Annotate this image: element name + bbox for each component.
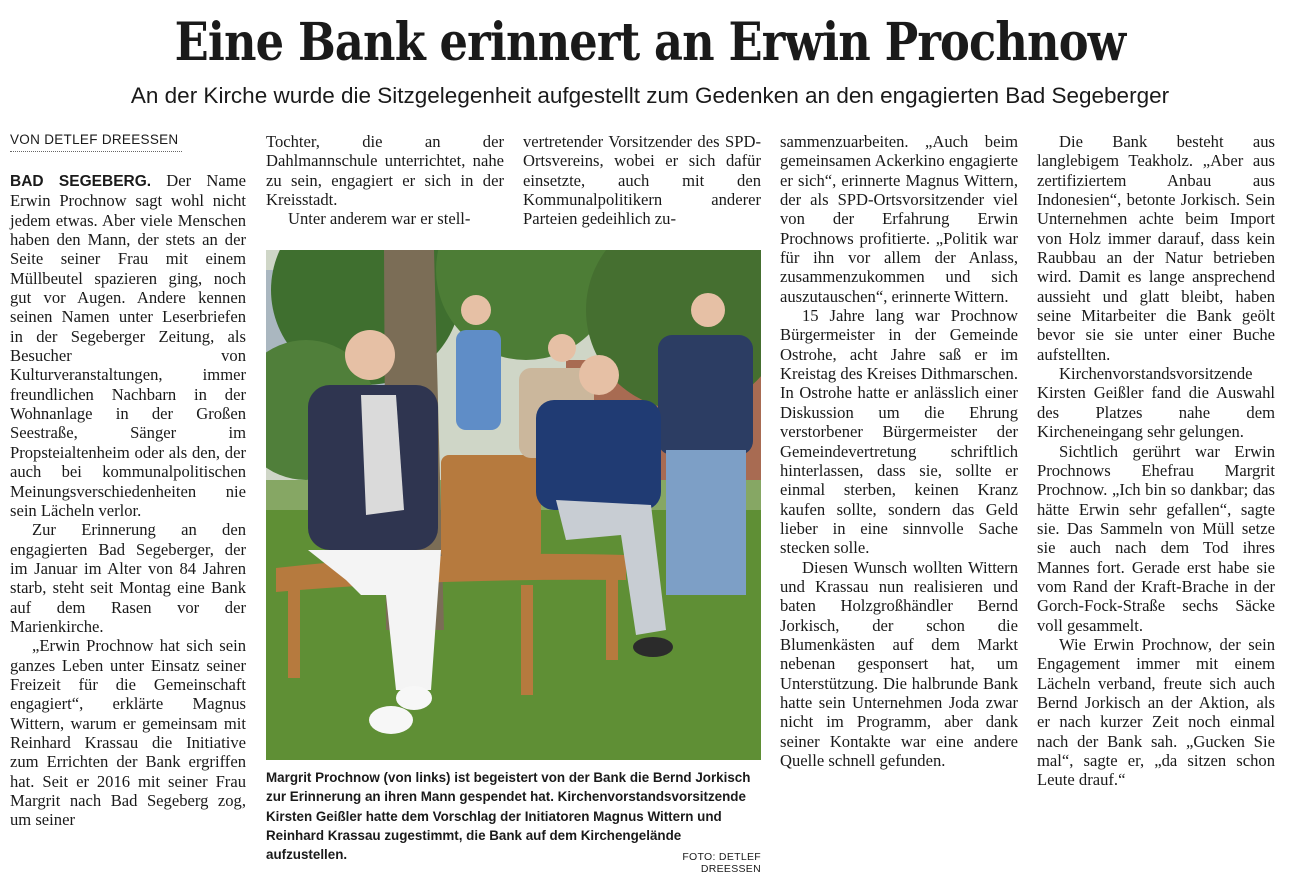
- paragraph: Diesen Wunsch wollten Wittern und Krassau nun realisieren und baten Holzgroßhändler Bernd Jorkisch, der schon die Blumenkästen auf dem Markt nebenan gesponsert hat, um Unterstützung. Die halbrunde Bank hatte sein Unternehmen Joda zwar nicht im Programm, aber dank seiner Kontakte war eine andere Quelle schnell gefunden.: [780, 557, 1018, 770]
- article-column-4: [780, 132, 1018, 770]
- paragraph: Sichtlich gerührt war Erwin Prochnows Ehefrau Margrit Prochnow. „Ich bin so dankbar; das hätte Erwin sehr gefallen“, sagte sie. Das Sammeln von Müll setze sie auch nach dem Tod ihres Mannes fort. Gerade erst habe sie vom Rand der Kraft-Brache in der Gorch-Fock-Straße sechs Säcke voll gesammelt.: [1037, 441, 1275, 635]
- photo-caption: Margrit Prochnow (von links) ist begeistert von der Bank die Bernd Jorkisch zur Erinnerung an ihren Mann gespendet hat. Kirchenvorstandsvorsitzende Kirsten Geißler hatte dem Vorschlag der Initiatoren Magnus Wittern und Reinhard Krassau zugestimmt, die Bank auf dem Kirchengelände aufzustellen.: [266, 770, 751, 863]
- paragraph: Kirchenvorstandsvorsitzende Kirsten Geißler fand die Auswahl des Platzes nahe dem Kircheneingang sehr gelungen.: [1037, 364, 1275, 442]
- photo-credit: FOTO: DETLEF DREESSEN: [682, 851, 761, 875]
- subheadline: An der Kirche wurde die Sitzgelegenheit aufgestellt zum Gedenken an den engagierten Bad Segeberger: [130, 83, 1170, 108]
- paragraph: Zur Erinnerung an den engagierten Bad Segeberger, der im Januar im Alter von 84 Jahren starb, steht seit Montag eine Bank auf dem Rasen vor der Marienkirche.: [10, 520, 246, 636]
- paragraph: Wie Erwin Prochnow, der sein Engagement immer mit einem Lächeln verband, freute sich auch Bernd Jorkisch an der Aktion, als er nach kurzer Zeit noch einmal nach der Bank sah. „Gucken Sie mal“, sagte er, „da sitzen schon Leute drauf.“: [1037, 634, 1275, 790]
- person-reinhard: [658, 293, 753, 595]
- paragraph: „Erwin Prochnow hat sich sein ganzes Leben unter Einsatz seiner Freizeit für die Gemeinschaft engagiert“, erklärte Magnus Wittern, warum er gemeinsam mit Reinhard Krassau die Initiative zum Errichten der Bank ergriffen hat. Seit er 2016 mit seiner Frau Margrit nach Bad Segeberg zog, um seiner: [10, 636, 246, 830]
- paragraph: Unter anderem war er stell-: [288, 209, 471, 229]
- article-column-2: [266, 132, 504, 229]
- article-photo: [266, 250, 761, 760]
- paragraph: 15 Jahre lang war Prochnow Bürgermeister in der Gemeinde Ostrohe, acht Jahre saß er im Kreistag des Kreises Dithmarschen. In Ostrohe hatte er anlässlich einer Diskussion um die Ehrung verstorbener Bürgermeister der Gemeindevertretung schriftlich hinterlassen, dass sie, sollte er einmal sterben, keinen Kranz kaufen sollte, sondern das Geld lieber in eine sinnvolle Sache stecken solle.: [780, 306, 1018, 558]
- photo-illustration: [266, 250, 761, 760]
- article-column-3: [523, 132, 761, 229]
- article-column-1: [10, 171, 246, 830]
- dateline: BAD SEGEBERG.: [10, 173, 152, 190]
- article-column-5: [1037, 132, 1275, 790]
- paragraph: sammenzuarbeiten. „Auch beim gemeinsamen Ackerkino engagierte er sich“, erinnerte Magnus Wittern, der als SPD-Ortsvorsitzender viel von der Erfahrung Erwin Prochnows profitierte. „Politik war für ihn vor allem der Anlass, zusammenzukommen und sich auszutauschen“, erinnerte Wittern.: [780, 132, 1018, 306]
- byline: VON DETLEF DREESSEN: [10, 132, 182, 152]
- paragraph: vertretender Vorsitzender des SPD-Ortsvereins, wobei er sich dafür einsetzte, auch mit den Kommunalpolitikern anderer Parteien gedeihlich zu-: [523, 132, 761, 229]
- paragraph: Tochter, die an der Dahlmannschule unterrichtet, nahe zu sein, engagiert er sich in der Kreisstadt.: [266, 132, 504, 210]
- paragraph: Die Bank besteht aus langlebigem Teakholz. „Aber aus zertifiziertem Anbau aus Indonesien“, betonte Jorkisch. Sein Unternehmen achte beim Import von Holz immer darauf, dass kein Raubbau an der Natur betrieben wird. Damit es lange ansprechend aussieht und glatt bleibt, haben seine Mitarbeiter die Bank geölt bevor sie sie unter einer Buche aufstellten.: [1037, 132, 1275, 364]
- paragraph: Der Name Erwin Prochnow sagt wohl nicht jedem etwas. Aber viele Menschen haben den Mann, der stets an der Seite seiner Frau mit einem Müllbeutel spazieren ging, noch gut vor Augen. Andere kennen seinen Namen unter Leserbriefen in der Segeberger Zeitung, als Besucher von Kulturveranstaltungen, immer freundlichen Nachbarn in der Wohnanlage in der Großen Seestraße, Sänger im Propsteialtenheim oder als den, der auch bei kommunalpolitischen Meinungsverschiedenheiten nie sein Lächeln verlor.: [10, 171, 246, 520]
- headline: Eine Bank erinnert an Erwin Prochnow: [174, 12, 1126, 73]
